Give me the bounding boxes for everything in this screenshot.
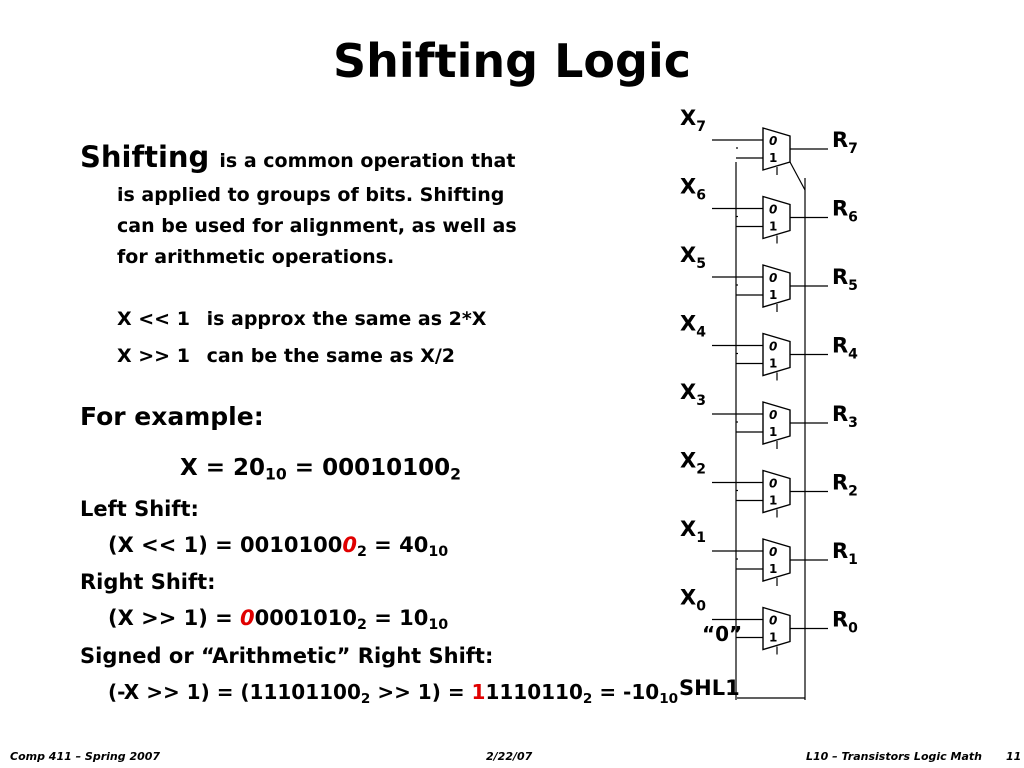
- as-mid2: = -10: [592, 680, 660, 704]
- ls-prefix: (X << 1) = 0010100: [108, 533, 343, 557]
- rs-sub1: 2: [356, 616, 367, 633]
- input-label-x3: $X_3$: [680, 380, 706, 409]
- mux-1-label-1: 1: [769, 562, 778, 576]
- example-heading: For example:: [80, 402, 264, 431]
- rs-red-bit: 0: [240, 606, 255, 630]
- input-label-x5: $X_5$: [680, 243, 706, 272]
- right-shift-heading: Right Shift:: [80, 570, 216, 594]
- mux-6-label-1: 1: [769, 219, 778, 234]
- mux-7-label-0: 0: [769, 134, 778, 148]
- select-label-shl1: SHL1: [679, 676, 740, 700]
- rule-left-shift-desc: is approx the same as 2*X: [206, 308, 487, 330]
- select-diagonal: [790, 162, 805, 190]
- rs-sub2: 10: [428, 616, 449, 633]
- mux-0-label-0: 0: [769, 613, 778, 628]
- footer-course: Comp 411 – Spring 2007: [10, 750, 161, 763]
- output-label-r5: $R_5$: [832, 265, 858, 294]
- output-label-r3: $R_3$: [832, 402, 858, 431]
- as-prefix: (-X >> 1) = (11101100: [108, 680, 361, 704]
- output-label-r7: $R_7$: [832, 128, 858, 157]
- rule-right-shift-expr: X >> 1: [117, 345, 190, 367]
- arith-shift-heading: Signed or “Arithmetic” Right Shift:: [80, 644, 494, 668]
- as-sub1: 2: [360, 690, 371, 707]
- output-label-r0: $R_0$: [832, 607, 858, 637]
- x-def-mid: = 00010100: [286, 455, 451, 481]
- ls-sub1: 2: [356, 543, 367, 560]
- as-sub2: 2: [582, 690, 593, 707]
- diagram-root: [679, 106, 858, 700]
- as-rest: 1110110: [485, 680, 583, 704]
- mux-5-label-1: 1: [769, 288, 778, 302]
- footer-date: 2/22/07: [486, 750, 533, 763]
- input-label-x6: $X_6$: [680, 174, 706, 204]
- mux-1-label-0: 0: [769, 545, 778, 559]
- slide-title: Shifting Logic: [333, 34, 691, 88]
- mux-4-label-1: 1: [769, 356, 778, 371]
- output-label-r4: $R_4$: [832, 333, 858, 363]
- mux-0-label-1: 1: [769, 630, 778, 645]
- rs-prefix: (X >> 1) =: [108, 606, 241, 630]
- intro-line4: for arithmetic operations.: [117, 246, 395, 268]
- output-label-r2: $R_2$: [832, 470, 858, 500]
- input-label-x4: $X_4$: [680, 311, 706, 341]
- as-red-bit: 1: [471, 680, 486, 704]
- footer-lecture: L10 – Transistors Logic Math: [806, 750, 982, 763]
- mux-4-label-0: 0: [769, 339, 778, 354]
- intro-line2: is applied to groups of bits. Shifting: [117, 184, 505, 206]
- output-label-r6: $R_6$: [832, 196, 858, 226]
- intro-line3: can be used for alignment, as well as: [117, 215, 517, 237]
- as-sub3: 10: [659, 690, 679, 707]
- mux-2-label-0: 0: [769, 476, 778, 491]
- intro-line1-rest: is a common operation that: [219, 150, 516, 172]
- input-label-x0: $X_0$: [680, 585, 706, 615]
- mux-2-label-1: 1: [769, 493, 778, 508]
- x-def-lhs: X = 20: [180, 455, 266, 481]
- mux-5-label-0: 0: [769, 271, 778, 285]
- rule-left-shift-expr: X << 1: [117, 308, 190, 330]
- footer-page-number: 11: [1006, 750, 1022, 763]
- input-label-x7: $X_7$: [680, 106, 706, 135]
- rs-rest: 0001010: [254, 606, 357, 630]
- x-def-lhs-sub: 10: [265, 464, 287, 484]
- output-label-r1: $R_1$: [832, 539, 858, 568]
- intro-heading: Shifting: [80, 140, 210, 174]
- mux-3-label-1: 1: [769, 425, 778, 439]
- mux-7-label-1: 1: [769, 151, 778, 165]
- input-label-x1: $X_1$: [680, 517, 706, 546]
- x-def-mid-sub: 2: [450, 464, 461, 484]
- ls-red-bit: 0: [342, 533, 357, 557]
- rule-right-shift-desc: can be the same as X/2: [206, 345, 455, 367]
- zero-input-label: “0”: [702, 622, 743, 646]
- ls-sub2: 10: [428, 543, 449, 560]
- input-label-x2: $X_2$: [680, 448, 706, 478]
- as-mid: >> 1) =: [370, 680, 472, 704]
- mux-3-label-0: 0: [769, 408, 778, 422]
- rs-mid: = 10: [366, 606, 429, 630]
- mux-6-label-0: 0: [769, 202, 778, 217]
- ls-mid: = 40: [366, 533, 429, 557]
- left-shift-heading: Left Shift:: [80, 497, 199, 521]
